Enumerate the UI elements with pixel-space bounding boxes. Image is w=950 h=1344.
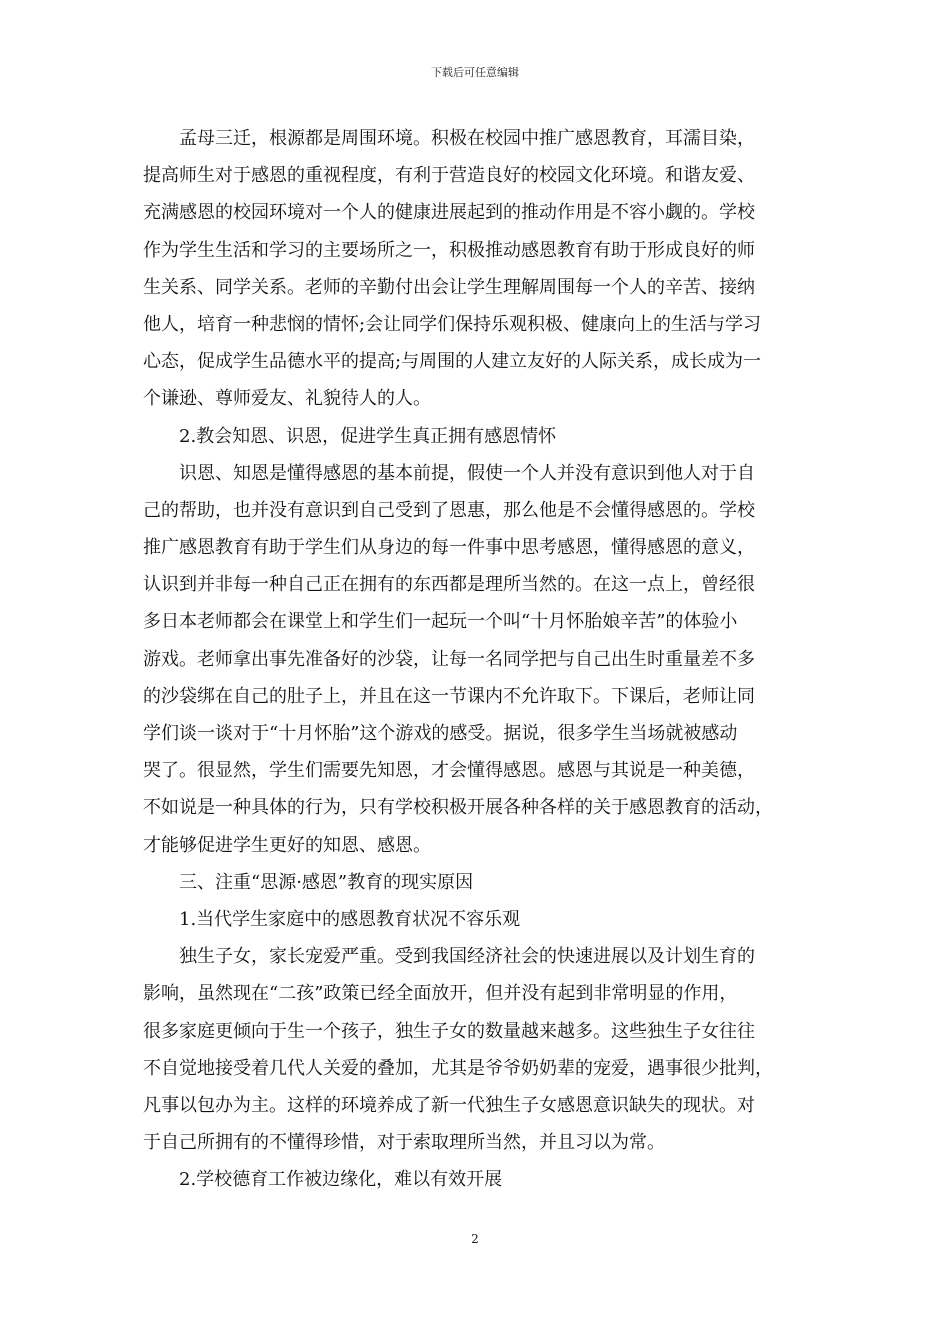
text-line: 心态，促成学生品德水平的提高;与周围的人建立友好的人际关系，成长成为一	[143, 351, 762, 373]
text-line: 不如说是一种具体的行为，只有学校积极开展各种各样的关于感恩教育的活动，	[143, 797, 773, 819]
text-line: 凡事以包办为主。这样的环境养成了新一代独生子女感恩意识缺失的现状。对	[143, 1094, 755, 1116]
page-header: 下载后可任意编辑	[431, 66, 519, 79]
text-line: 影响，虽然现在“二孩”政策已经全面放开，但并没有起到非常明显的作用，	[143, 983, 738, 1005]
text-line: 于自己所拥有的不懂得珍惜，对于索取理所当然，并且习以为常。	[143, 1132, 665, 1154]
text-line: 他人，培育一种悲悯的情怀;会让同学们保持乐观积极、健康向上的生活与学习	[143, 313, 762, 335]
text-line: 学们谈一谈对于“十月怀胎”这个游戏的感受。据说，很多学生当场就被感动	[143, 723, 738, 744]
text-line: 游戏。老师拿出事先准备好的沙袋，让每一名同学把与自己出生时重量差不多	[143, 648, 755, 670]
text-line: 提高师生对于感恩的重视程度，有利于营造良好的校园文化环境。和谐友爱、	[143, 165, 755, 187]
text-line: 己的帮助，也并没有意识到自己受到了恩惠，那么他是不会懂得感恩的。学校	[143, 499, 755, 521]
text-line: 三、注重“思源·感恩”教育的现实原因	[179, 871, 474, 893]
text-line: 1.当代学生家庭中的感恩教育状况不容乐观	[179, 908, 521, 930]
text-line: 2.教会知恩、识恩，促进学生真正拥有感恩情怀	[179, 425, 557, 447]
text-line: 充满感恩的校园环境对一个人的健康进展起到的推动作用是不容小觑的。学校	[143, 202, 755, 224]
text-line: 哭了。很显然，学生们需要先知恩，才会懂得感恩。感恩与其说是一种美德，	[143, 760, 755, 782]
document-body	[143, 120, 823, 1198]
page-number: 2	[471, 1232, 479, 1246]
text-line: 2.学校德育工作被边缘化，难以有效开展	[179, 1169, 503, 1191]
text-line: 很多家庭更倾向于生一个孩子，独生子女的数量越来越多。这些独生子女往往	[143, 1020, 755, 1042]
text-line: 独生子女，家长宠爱严重。受到我国经济社会的快速进展以及计划生育的	[179, 946, 755, 968]
text-line: 推广感恩教育有助于学生们从身边的每一件事中思考感恩，懂得感恩的意义，	[143, 537, 755, 559]
text-line: 多日本老师都会在课堂上和学生们一起玩一个叫“十月怀胎娘辛苦”的体验小	[143, 611, 738, 633]
text-line: 生关系、同学关系。老师的辛勤付出会让学生理解周围每一个人的辛苦、接纳	[143, 276, 755, 298]
text-line: 个谦逊、尊师爱友、礼貌待人的人。	[143, 388, 431, 410]
text-line: 识恩、知恩是懂得感恩的基本前提，假使一个人并没有意识到他人对于自	[179, 462, 755, 484]
text-line: 才能够促进学生更好的知恩、感恩。	[143, 834, 431, 856]
text-line: 孟母三迁，根源都是周围环境。积极在校园中推广感恩教育，耳濡目染，	[179, 128, 755, 149]
text-line: 作为学生生活和学习的主要场所之一，积极推动感恩教育有助于形成良好的师	[143, 239, 755, 261]
text-line: 的沙袋绑在自己的肚子上，并且在这一节课内不允许取下。下课后，老师让同	[143, 685, 755, 707]
text-line: 认识到并非每一种自己正在拥有的东西都是理所当然的。在这一点上，曾经很	[143, 574, 755, 596]
text-line: 不自觉地接受着几代人关爱的叠加，尤其是爷爷奶奶辈的宠爱，遇事很少批判，	[143, 1057, 773, 1079]
